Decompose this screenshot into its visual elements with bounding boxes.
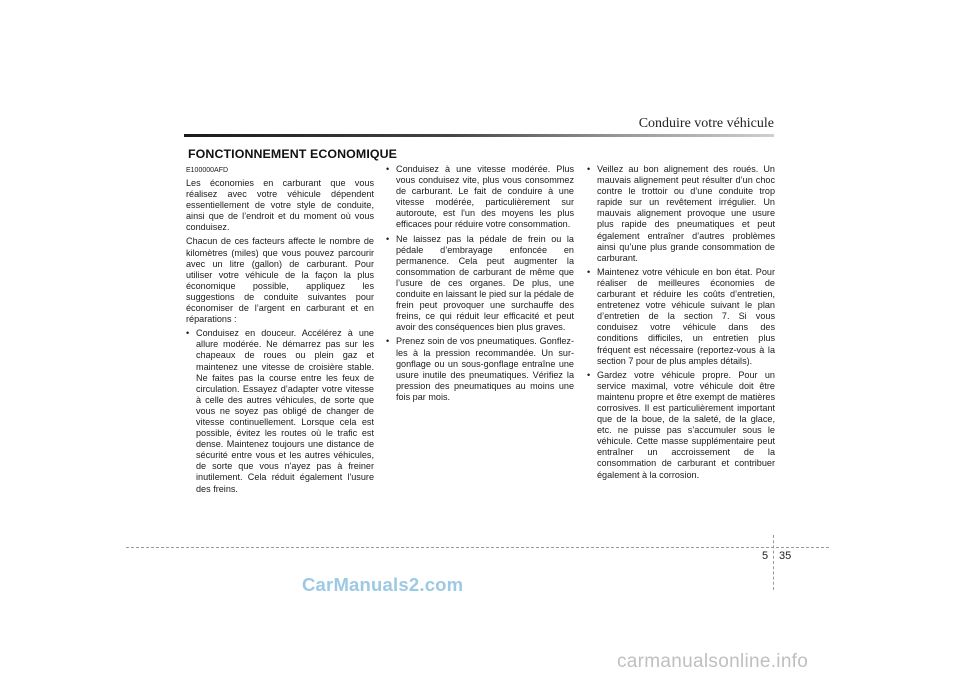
footer-rule: [126, 547, 829, 548]
bullet-list: [186, 328, 374, 494]
paragraph-suggestions: Chacun de ces facteurs affecte le nombre de kilomètres (miles) que vous pouvez parcourir avec un litre (gallon) de carburant. Pour utiliser votre véhicule de la façon la plus économique possible, appliquez les suggestions de conduite suivantes pour économiser de l’argent en carburant et en réparations :: [186, 236, 374, 325]
bullet-item: • Conduisez à une vitesse modérée. Plus vous conduisez vite, plus vous consommez de carburant. Le fait de conduire à une vitesse modérée, particulièrement sur autoroute, est l'un des moyens les plus efficaces pour réduire votre consommation.: [386, 164, 574, 231]
chapter-number: 5: [762, 550, 769, 562]
text-column-3: [587, 164, 775, 484]
section-title: FONCTIONNEMENT ECONOMIQUE: [188, 147, 398, 161]
section-code: E100000AFD: [186, 167, 229, 174]
bullet-item: • Prenez soin de vos pneumatiques. Gonflez-les à la pression recommandée. Un sur-gonflage ou un sous-gonflage entraîne une usure inutile des pneumatiques. Vérifiez la pression des pneumatiques au moins une fois par mois.: [386, 336, 574, 403]
bullet-item: • Maintenez votre véhicule en bon état. Pour réaliser de meilleures économies de carburant et réduire les coûts d’entretien, entretenez votre véhicule suivant le plan d’entretien de la section 7. Si vous conduisez votre véhicule dans des conditions difficiles, un entretien plus fréquent est nécessaire (reportez-vous à la section 7 pour de plus amples détails).: [587, 267, 775, 367]
bullet-item: • Ne laissez pas la pédale de frein ou la pédale d’embrayage enfoncée en permanence. Cela peut augmenter la consommation de carburant de même que l’usure de ces organes. De plus, une conduite en laissant le pied sur la pédale de frein peut provoquer une surchauffe des freins, ce qui réduit leur efficacité et peut avoir des conséquences bien plus graves.: [386, 234, 574, 334]
text-column-2: [386, 164, 574, 406]
page-number: 35: [779, 550, 792, 562]
bullet-item: • Conduisez en douceur. Accélérez à une allure modérée. Ne démarrez pas sur les chapeaux de roues ou plein gaz et maintenez une vitesse de croisière stable. Ne faites pas la course entre les feux de circulation. Essayez d’adapter votre vitesse à celle des autres véhicules, de sorte que vous ne soyez pas obligé de changer de vitesse continuellement. Lorsque cela est possible, évitez les routes où le trafic est dense. Maintenez toujours une distance de sécurité entre vous et les autres véhicules, de sorte que vous n'ayez pas à freiner inutilement. Cela réduit également l'usure des freins.: [186, 328, 374, 494]
site-logo[interactable]: CarManuals2.com: [302, 574, 464, 595]
paragraph-intro: Les économies en carburant que vous réalisez avec votre véhicule dépendent essentiellement de votre style de conduite, ainsi que de l’endroit et du moment où vous conduisez.: [186, 178, 374, 233]
bullet-list: [587, 164, 775, 481]
bullet-list: [386, 164, 574, 403]
page-number-divider: [773, 535, 774, 590]
chapter-header-title: Conduire votre véhicule: [638, 116, 774, 131]
bullet-item: • Veillez au bon alignement des roués. Un mauvais alignement peut résulter d’un choc contre le trottoir ou d’une conduite trop rapide sur un revêtement irrégulier. Un mauvais alignement provoque une usure plus rapide des pneumatiques et peut également entraîner d’autres problèmes ainsi qu’une plus grande consommation de carburant.: [587, 164, 775, 264]
bullet-item: • Gardez votre véhicule propre. Pour un service maximal, votre véhicule doit être maintenu propre et être exempt de matières corrosives. Il est particulièrement important que de la boue, de la saleté, de la glace, etc. ne puisse pas s’accumuler sous le véhicule. Cette masse supplémentaire peut entraîner un accroissement de la consommation de carburant et contribuer également à la corrosion.: [587, 370, 775, 481]
watermark-text: carmanualsonline.info: [617, 651, 809, 672]
header-rule: [184, 134, 774, 137]
text-column-1: [186, 166, 374, 498]
